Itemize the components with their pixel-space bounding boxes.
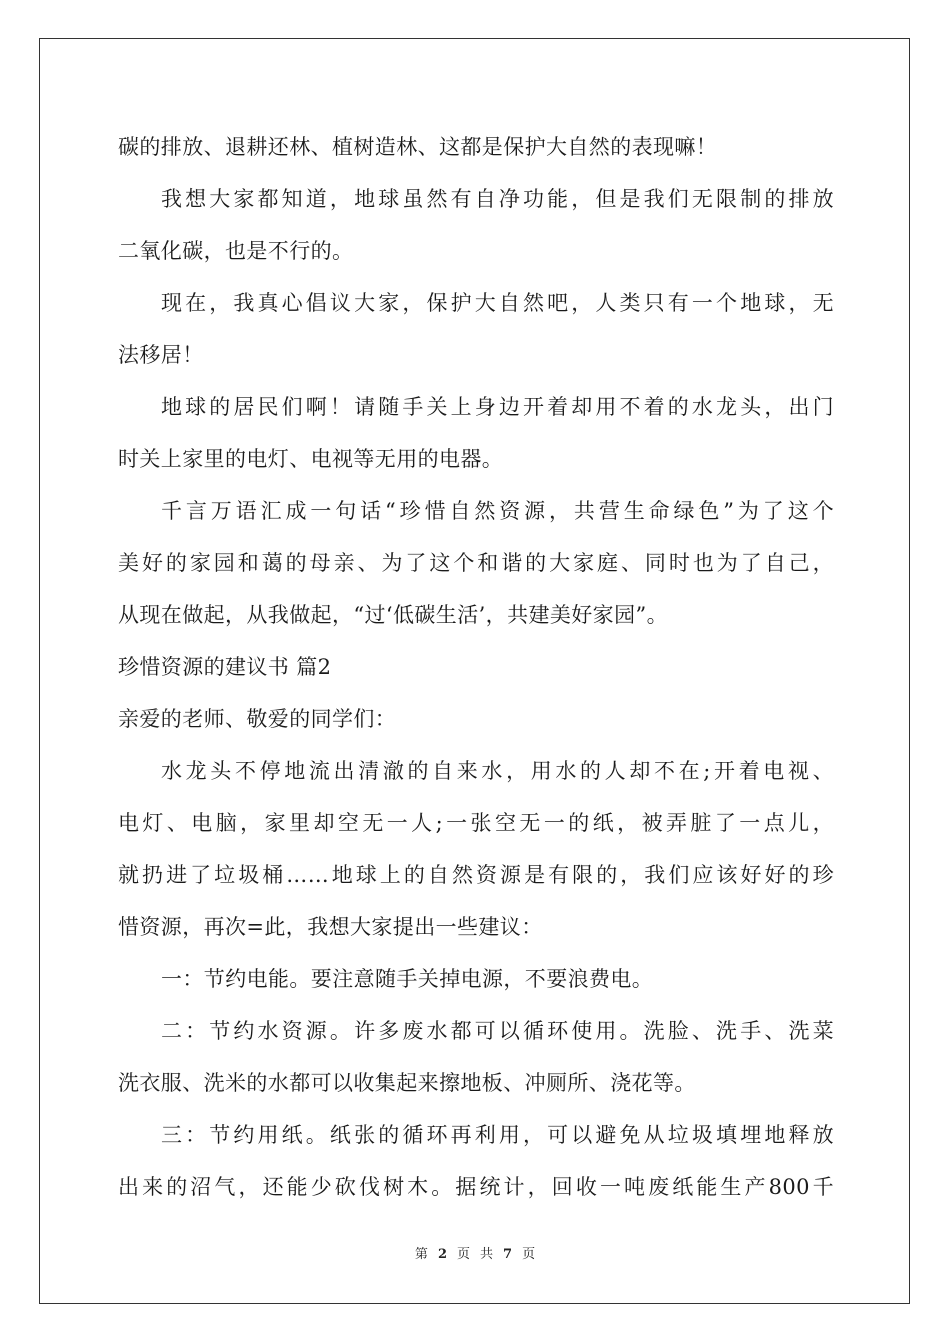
text-line: 从现在做起，从我做起，“过‘低碳生活’，共建美好家园”。 [118,603,669,627]
text-line: 珍惜资源的建议书 篇2 [118,655,332,679]
text-line: 碳的排放、退耕还林、植树造林、这都是保护大自然的表现嘛！ [118,135,718,159]
text-line: 出来的沼气，还能少砍伐树木。据统计，回收一吨废纸能生产800千 [118,1175,834,1199]
text-line: 就扔进了垃圾桶……地球上的自然资源是有限的，我们应该好好的珍 [118,863,834,887]
text-line: 地球的居民们啊！请随手关上身边开着却用不着的水龙头，出门 [161,395,834,419]
text-line: 二氧化碳，也是不行的。 [118,239,354,263]
text-line: 水龙头不停地流出清澈的自来水，用水的人却不在;开着电视、 [161,759,834,783]
text-line: 我想大家都知道，地球虽然有自净功能，但是我们无限制的排放 [161,187,834,211]
total-pages-indicator: 共 7 页 [480,1247,536,1262]
text-line: 二：节约水资源。许多废水都可以循环使用。洗脸、洗手、洗菜 [161,1019,834,1043]
text-line: 美好的家园和蔼的母亲、为了这个和谐的大家庭、同时也为了自己， [118,551,834,575]
text-line: 千言万语汇成一句话“珍惜自然资源，共营生命绿色”为了这个 [161,499,834,523]
document-body [118,124,834,1216]
page-number: 2 [437,1247,447,1262]
page-indicator: 第 2 页 [414,1247,470,1262]
text-line: 三：节约用纸。纸张的循环再利用，可以避免从垃圾填埋地释放 [161,1123,834,1147]
total-pages: 7 [503,1247,513,1262]
text-line: 惜资源，再次=此，我想大家提出一些建议： [118,915,543,939]
text-line: 法移居！ [118,343,204,367]
text-line: 亲爱的老师、敬爱的同学们： [118,707,397,731]
text-line: 洗衣服、洗米的水都可以收集起来擦地板、冲厕所、浇花等。 [118,1071,696,1095]
text-line: 一：节约电能。要注意随手关掉电源，不要浪费电。 [161,967,654,991]
page-footer [0,1245,950,1265]
text-line: 现在，我真心倡议大家，保护大自然吧，人类只有一个地球，无 [161,291,834,315]
text-line: 时关上家里的电灯、电视等无用的电器。 [118,447,504,471]
text-line: 电灯、电脑，家里却空无一人;一张空无一的纸，被弄脏了一点儿， [118,811,834,835]
